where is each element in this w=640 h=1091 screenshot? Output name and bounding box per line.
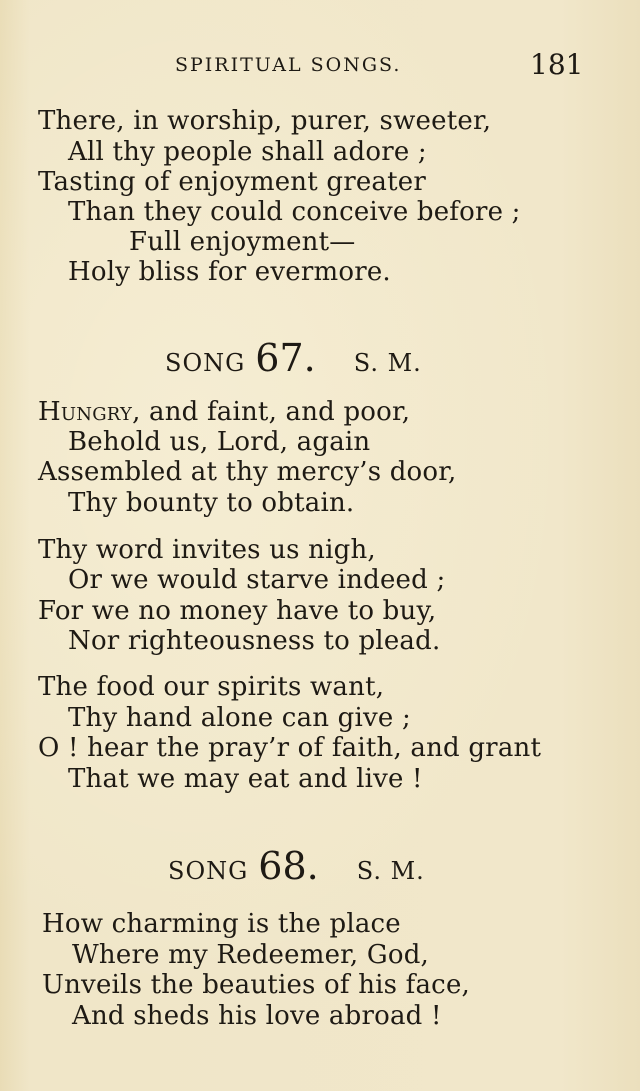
song-number: 67 (255, 336, 304, 380)
verse-line: That we may eat and live ! (68, 764, 423, 794)
verse-line: Thy bounty to obtain. (68, 488, 355, 518)
verse-line (38, 397, 410, 427)
verse-line: O ! hear the pray’r of faith, and grant (38, 733, 542, 763)
verse-line: Assembled at thy mercy’s door, (38, 457, 457, 487)
song-heading: SONG 68. S. M. (168, 844, 425, 888)
song-number: 68 (258, 844, 307, 888)
running-head: SPIRITUAL SONGS. (175, 54, 402, 76)
verse-line: Or we would starve indeed ; (68, 565, 446, 595)
verse-line: The food our spirits want, (38, 672, 385, 702)
verse-line: Full enjoyment— (129, 227, 356, 257)
verse-line-rest: , and faint, and poor, (132, 397, 411, 427)
page-number: 181 (530, 48, 584, 81)
verse-line: All thy people shall adore ; (68, 137, 427, 167)
verse-line: Than they could conceive before ; (68, 197, 521, 227)
song-label: SONG (168, 857, 249, 885)
verse-line: There, in worship, purer, sweeter, (38, 106, 492, 136)
verse-line: Nor righteousness to plead. (68, 626, 441, 656)
song-meter: S. M. (356, 857, 425, 885)
page-header (0, 48, 640, 82)
verse-line: Where my Redeemer, God, (72, 940, 429, 970)
verse-line: And sheds his love abroad ! (72, 1001, 442, 1031)
verse-line: Tasting of enjoyment greater (38, 167, 426, 197)
verse-line: Unveils the beauties of his face, (42, 970, 470, 1000)
first-word: Hungry (38, 397, 133, 427)
song-meter: S. M. (353, 349, 422, 377)
song-heading: SONG 67. S. M. (165, 336, 422, 380)
verse-line: Behold us, Lord, again (68, 427, 371, 457)
verse-line: Thy hand alone can give ; (68, 703, 411, 733)
verse-line: How charming is the place (42, 909, 401, 939)
verse-line: For we no money have to buy, (38, 596, 437, 626)
song-label: SONG (165, 349, 246, 377)
verse-line: Thy word invites us nigh, (38, 535, 376, 565)
verse-line: Holy bliss for evermore. (68, 257, 391, 287)
